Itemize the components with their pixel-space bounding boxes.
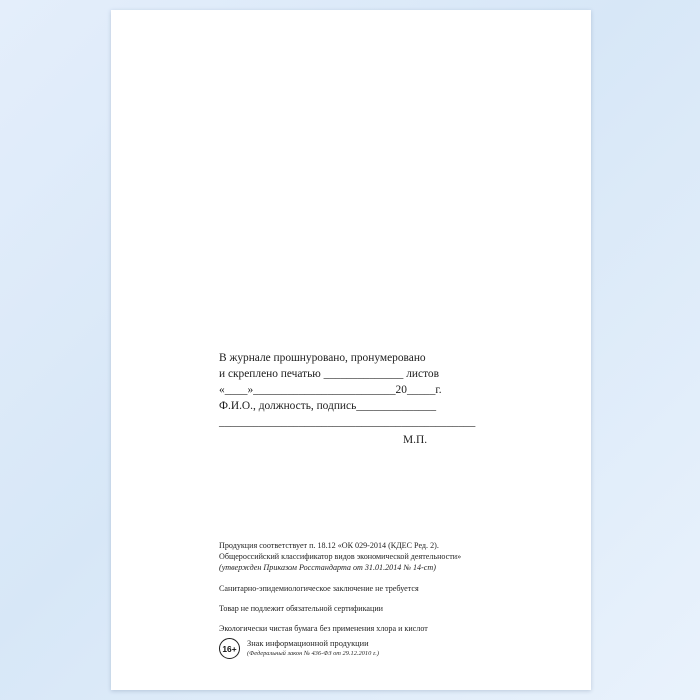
age-rating-title: Знак информационной продукции bbox=[247, 639, 369, 648]
legal-note-3: (утвержден Приказом Росстандарта от 31.01.2014 № 14-ст) bbox=[219, 563, 436, 573]
legal-note-4: Санитарно-эпидемиологическое заключение не требуется bbox=[219, 583, 419, 593]
legal-notes bbox=[219, 540, 549, 634]
certification-line-4: Ф.И.О., должность, подпись______________ bbox=[219, 400, 437, 412]
spacer-3 bbox=[219, 614, 549, 623]
legal-note-1: Продукция соответствует п. 18.12 «ОК 029-2014 (КДЕС Ред. 2). bbox=[219, 541, 439, 550]
stamp-place-label: М.П. bbox=[403, 434, 428, 446]
age-rating-subtitle: (Федеральный закон № 436-ФЗ от 29.12.2010 г.) bbox=[247, 650, 380, 657]
certification-block bbox=[219, 350, 539, 430]
spacer-2 bbox=[219, 594, 549, 603]
spacer-1 bbox=[219, 574, 549, 583]
certification-line-2: и скреплено печатью ______________ листов bbox=[219, 368, 439, 380]
certification-line-3: «____»_________________________20_____г. bbox=[219, 384, 442, 396]
age-rating-texts bbox=[247, 639, 379, 658]
legal-note-5: Товар не подлежит обязательной сертификации bbox=[219, 603, 384, 613]
legal-note-2: Общероссийский классификатор видов экономической деятельности» bbox=[219, 552, 462, 562]
age-rating-row bbox=[219, 638, 379, 659]
age-rating-icon: 16+ bbox=[219, 638, 240, 659]
certification-line-5: _____________________________________________ bbox=[219, 416, 476, 428]
legal-note-6: Экологически чистая бумага без применения хлора и кислот bbox=[219, 624, 428, 634]
certification-line-1: В журнале прошнуровано, пронумеровано bbox=[219, 352, 426, 364]
document-page bbox=[111, 10, 591, 690]
